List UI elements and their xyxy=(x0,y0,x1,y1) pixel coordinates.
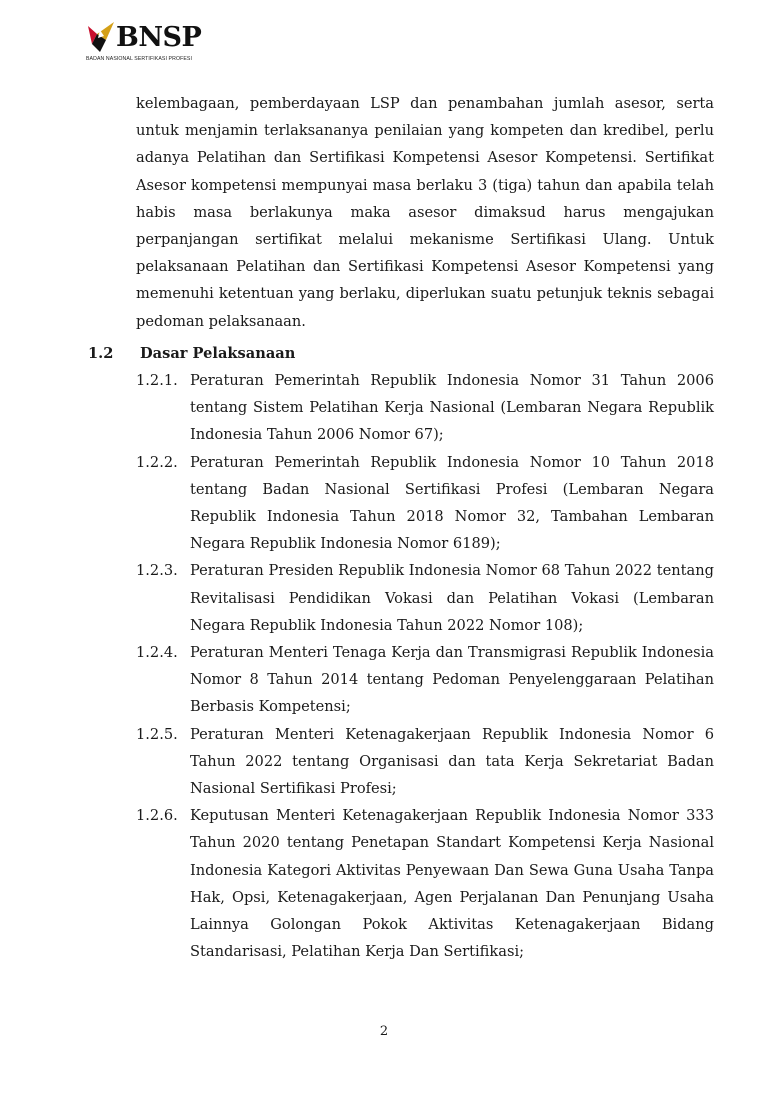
list-item-text: Peraturan Pemerintah Republik Indonesia Nomor 31 Tahun 2006 tentang Sistem Pelatihan Kerja Nasional (Lembaran Negara Republik Indonesia Tahun 2006 Nomor 67); xyxy=(190,372,714,444)
logo-text: BNSP xyxy=(116,22,202,53)
list-item xyxy=(136,557,714,639)
section-heading xyxy=(88,340,295,367)
bnsp-emblem-icon xyxy=(86,20,116,54)
bnsp-logo xyxy=(86,20,216,68)
list-item xyxy=(136,802,714,965)
list-item-text: Peraturan Menteri Tenaga Kerja dan Transmigrasi Republik Indonesia Nomor 8 Tahun 2014 tentang Pedoman Penyelenggaraan Pelatihan Berbasis Kompetensi; xyxy=(190,644,714,716)
list-item xyxy=(136,367,714,449)
section-number: 1.2 xyxy=(88,345,114,362)
list-item xyxy=(136,721,714,803)
list-item-text: Peraturan Presiden Republik Indonesia Nomor 68 Tahun 2022 tentang Revitalisasi Pendidikan Vokasi dan Pelatihan Vokasi (Lembaran Negara Republik Indonesia Tahun 2022 Nomor 108); xyxy=(190,562,714,634)
logo-subtitle: BADAN NASIONAL SERTIFIKASI PROFESI xyxy=(86,56,193,62)
section-title: Dasar Pelaksanaan xyxy=(140,345,296,362)
list-item-text: Keputusan Menteri Ketenagakerjaan Republik Indonesia Nomor 333 Tahun 2020 tentang Penetapan Standart Kompetensi Kerja Nasional Indonesia Kategori Aktivitas Penyewaan Dan Sewa Guna Usaha Tanpa Hak, Opsi, Ketenagakerjaan, Agen Perjalanan Dan Penunjang Usaha Lainnya Golongan Pokok Aktivitas Ketenagakerjaan Bidang Standarisasi, Pelatihan Kerja Dan Sertifikasi; xyxy=(190,807,714,961)
list-item-number: 1.2.2. xyxy=(136,453,178,471)
list-item-number: 1.2.1. xyxy=(136,372,178,389)
list-item xyxy=(136,639,714,721)
list-item-text: Peraturan Pemerintah Republik Indonesia Nomor 10 Tahun 2018 tentang Badan Nasional Sertifikasi Profesi (Lembaran Negara Republik Indonesia Tahun 2018 Nomor 32, Tambahan Lembaran Negara Republik Indonesia Nomor 6189); xyxy=(190,453,714,553)
list-item-number: 1.2.5. xyxy=(136,725,178,743)
list-item xyxy=(136,449,714,558)
legal-basis-list xyxy=(136,367,714,965)
list-item-number: 1.2.4. xyxy=(136,644,178,662)
intro-paragraph: kelembagaan, pemberdayaan LSP dan penambahan jumlah asesor, serta untuk menjamin terlaksananya penilaian yang kompeten dan kredibel, perlu adanya Pelatihan dan Sertifikasi Kompetensi Asesor Kompetensi. Sertifikat Asesor kompetensi mempunyai masa berlaku 3 (tiga) tahun dan apabila telah habis masa berlakunya maka asesor dimaksud harus mengajukan perpanjangan sertifikat melalui mekanisme Sertifikasi Ulang. Untuk pelaksanaan Pelatihan dan Sertifikasi Kompetensi Asesor Kompetensi yang memenuhi ketentuan yang berlaku, diperlukan suatu petunjuk teknis sebagai pedoman pelaksanaan. xyxy=(136,95,714,330)
list-item-number: 1.2.6. xyxy=(136,807,178,825)
page-number: 2 xyxy=(379,1024,389,1039)
list-item-text: Peraturan Menteri Ketenagakerjaan Republik Indonesia Nomor 6 Tahun 2022 tentang Organisasi dan tata Kerja Sekretariat Badan Nasional Sertifikasi Profesi; xyxy=(190,725,714,798)
list-item-number: 1.2.3. xyxy=(136,562,178,580)
